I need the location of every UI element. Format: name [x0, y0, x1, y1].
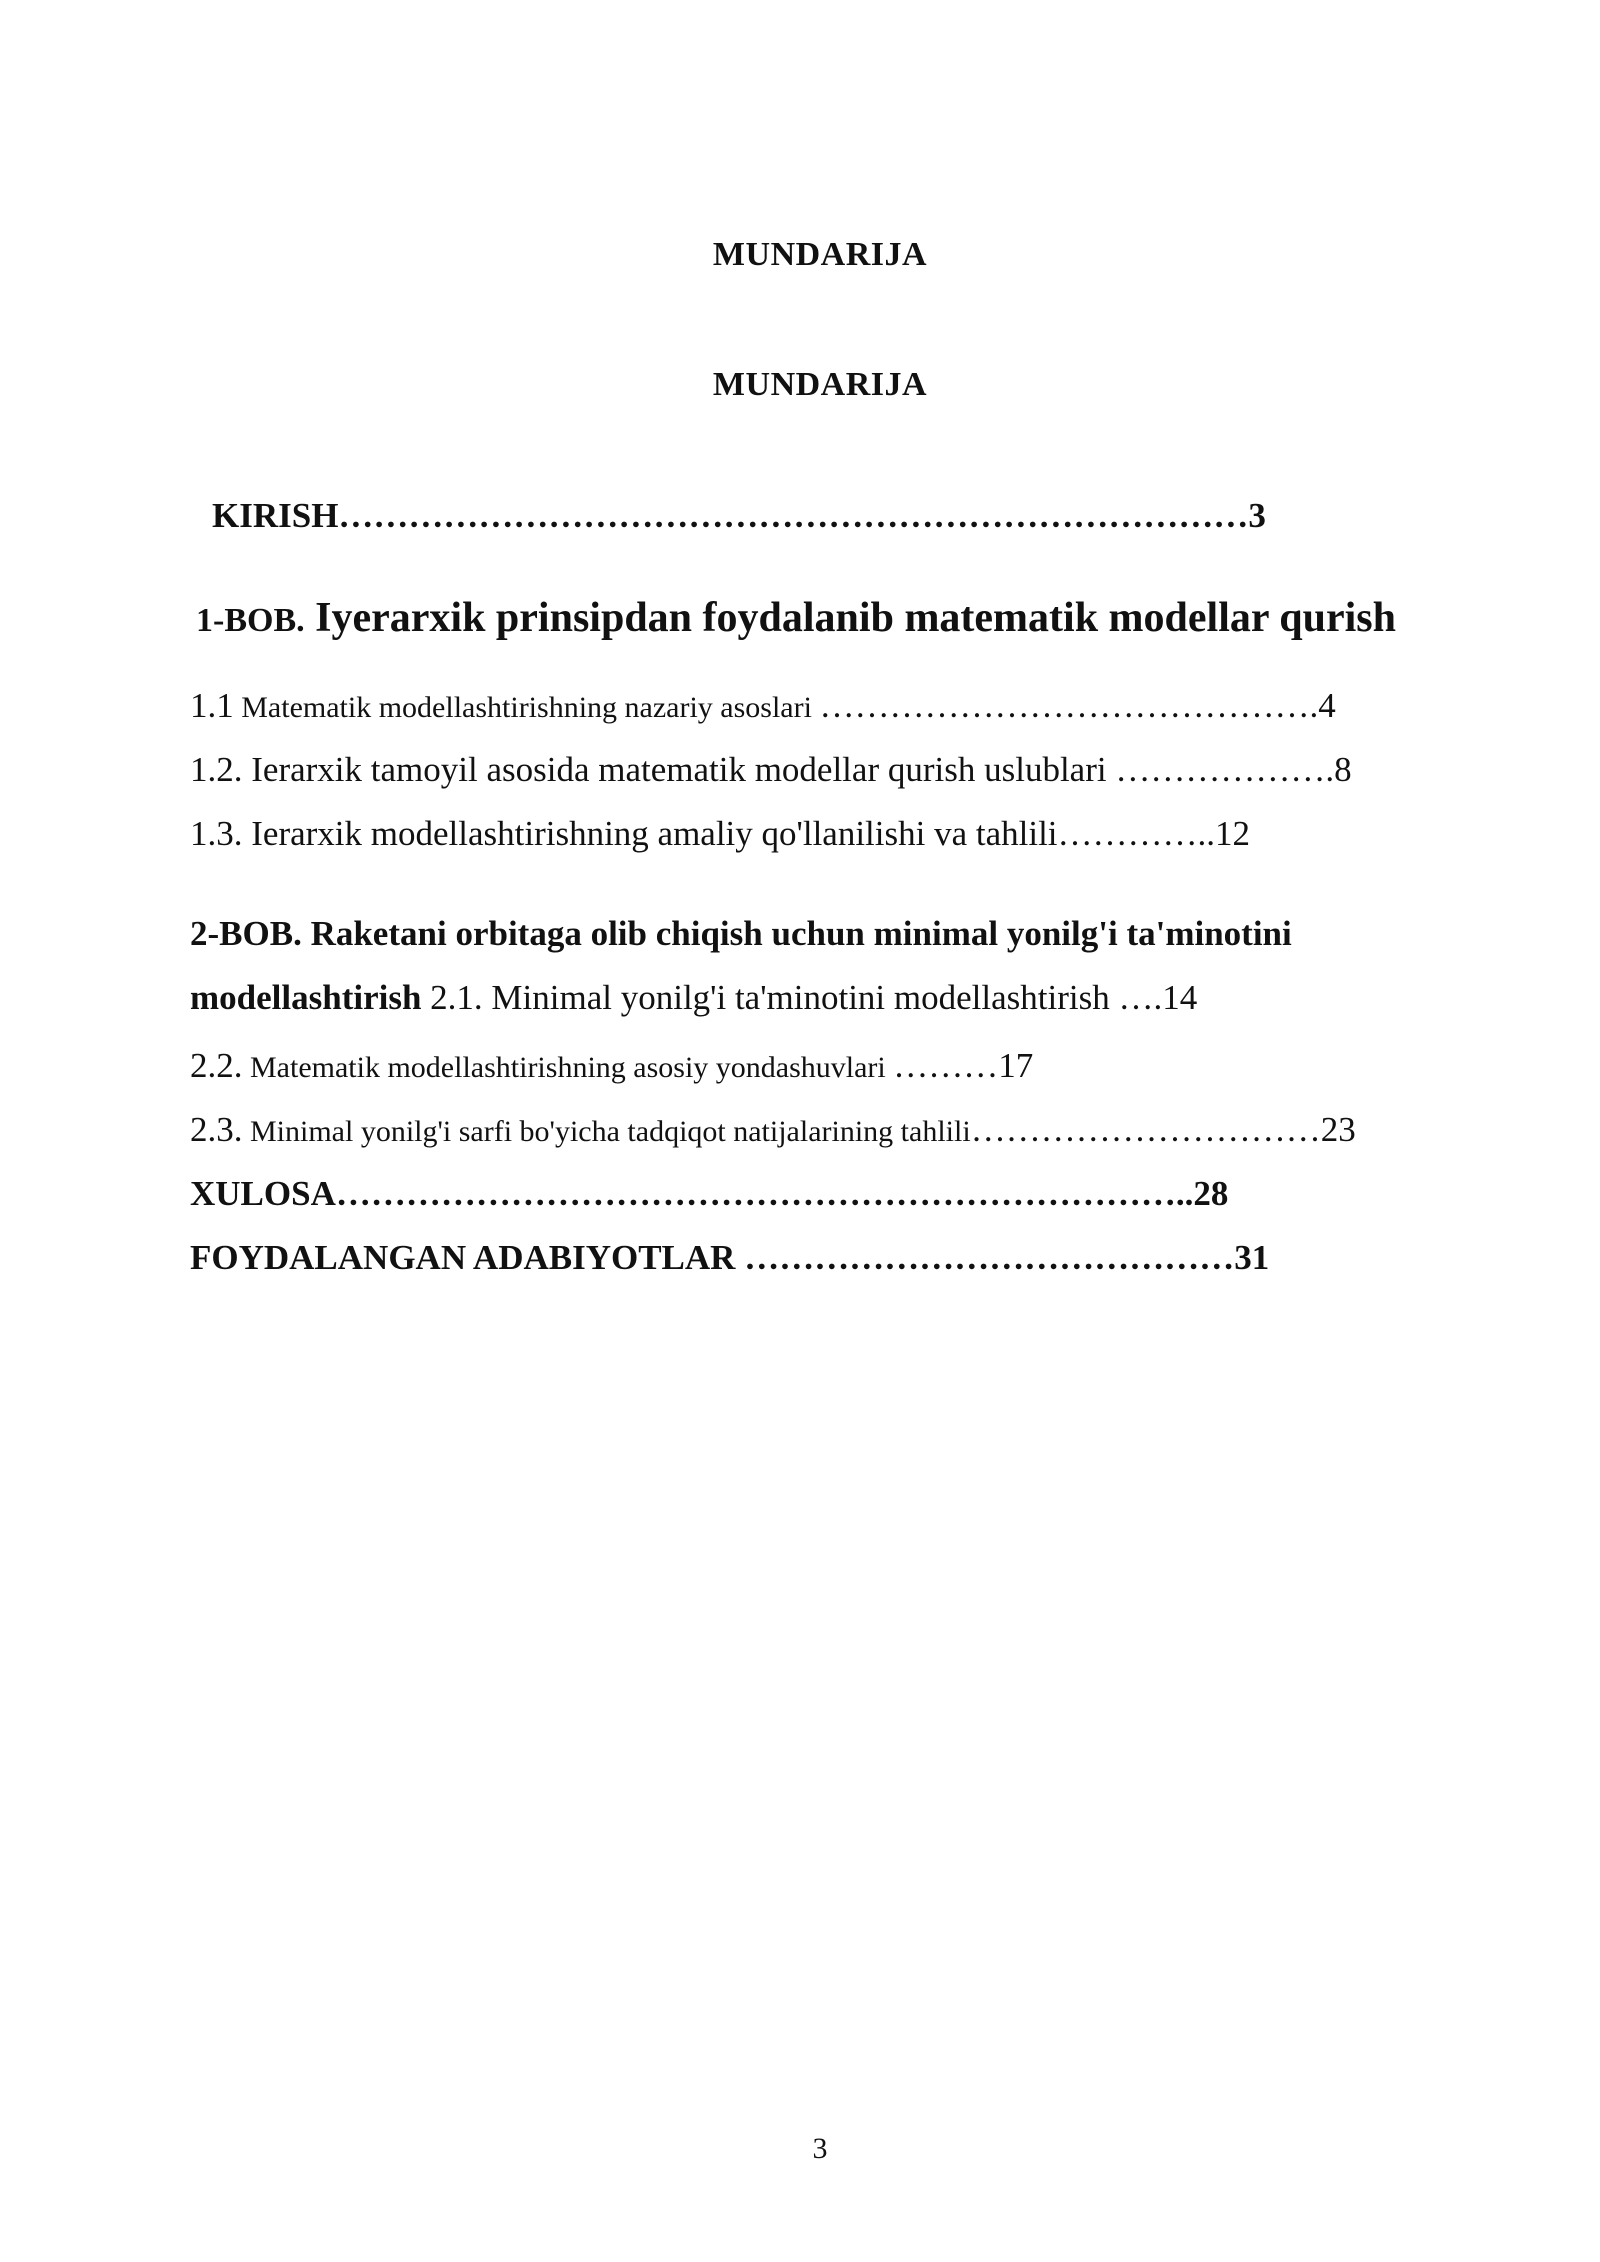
- s23-text: Minimal yonilg'i sarfi bo'yicha tadqiqot natijalarining tahlili: [242, 1115, 971, 1148]
- toc-entry-1-1: [190, 686, 1336, 726]
- toc-entry-1-2: 1.2. Ierarxik tamoyil asosida matematik modellar qurish uslublari ……………….8: [190, 750, 1352, 789]
- toc-heading-2: MUNDARIJA: [712, 366, 928, 403]
- s22-dots: ………17: [893, 1046, 1034, 1085]
- page-number: 3: [812, 2132, 828, 2165]
- toc-entry-1-3: 1.3. Ierarxik modellashtirishning amaliy qo'llanilishi va tahlili…………..12: [190, 814, 1251, 853]
- s22-number: 2.2.: [190, 1046, 243, 1085]
- toc-entry-2-3: [190, 1110, 1356, 1150]
- s21-text: 2.1. Minimal yonilg'i ta'minotini modellashtirish ….14: [421, 978, 1198, 1017]
- s11-dots: …………………………………….4: [819, 686, 1336, 725]
- bob1-prefix: 1-BOB.: [196, 602, 305, 639]
- toc-entry-2-2: [190, 1046, 1033, 1086]
- toc-heading-1: MUNDARIJA: [712, 236, 928, 273]
- toc-entry-xulosa: XULOSA………………………………………………………………..28: [190, 1174, 1229, 1213]
- bob1-title: Iyerarxik prinsipdan foydalanib matematik modellar qurish: [304, 595, 1396, 641]
- toc-entry-adabiyotlar: FOYDALANGAN ADABIYOTLAR ……………………………………31: [190, 1238, 1270, 1277]
- toc-entry-kirish: KIRISH……………………………………………………………………3: [212, 496, 1266, 535]
- toc-entry-bob2: 2-BOB. Raketani orbitaga olib chiqish uchun minimal yonilg'i ta'minotini: [190, 914, 1292, 953]
- s23-dots: …………………………23: [970, 1110, 1356, 1149]
- toc-entry-bob2-cont: [190, 978, 1197, 1018]
- s11-text: Matematik modellashtirishning nazariy asoslari: [233, 691, 820, 724]
- s11-number: 1.1: [190, 686, 234, 725]
- bob2-line2: modellashtirish: [190, 978, 422, 1017]
- s22-text: Matematik modellashtirishning asosiy yondashuvlari: [242, 1051, 894, 1084]
- toc-entry-bob1: [196, 594, 1396, 642]
- s23-number: 2.3.: [190, 1110, 243, 1149]
